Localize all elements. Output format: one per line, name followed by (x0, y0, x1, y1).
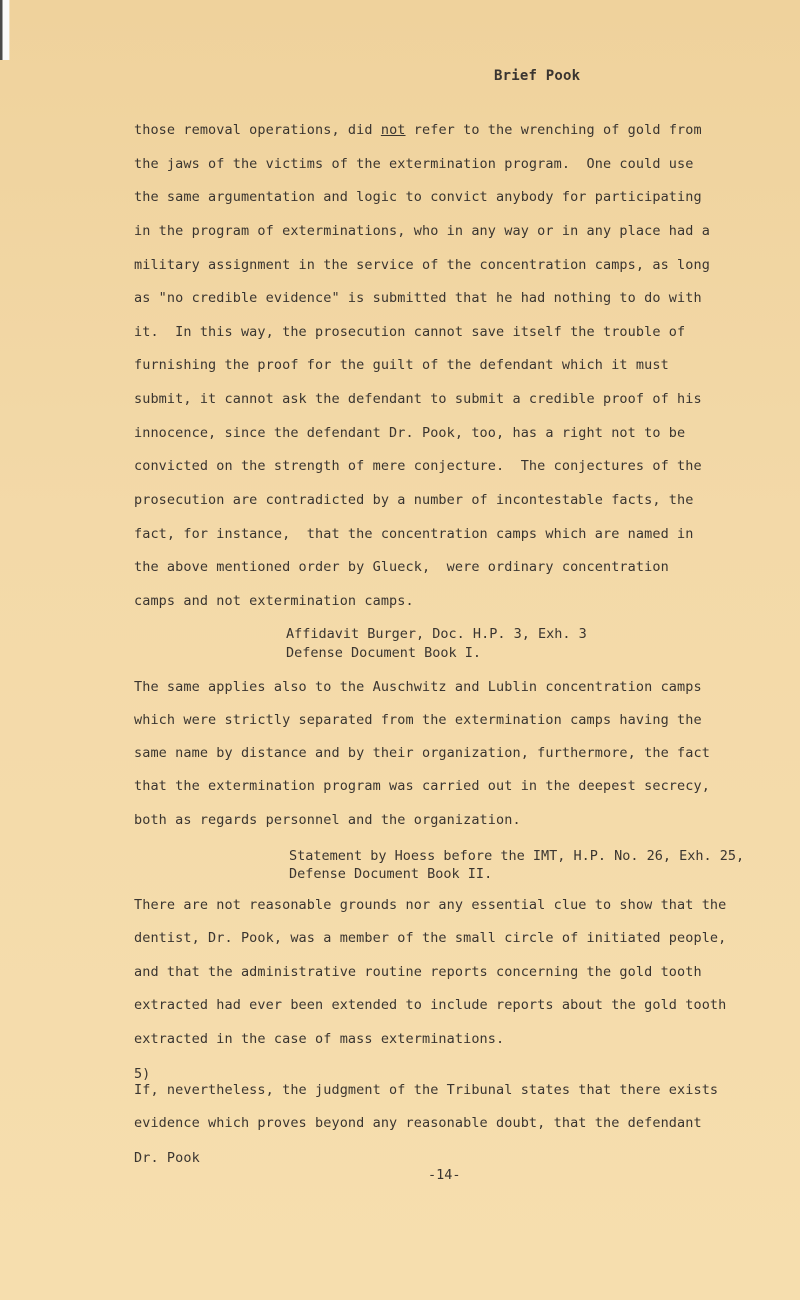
text-line: innocence, since the defendant Dr. Pook, too, has a right not to be (134, 425, 686, 441)
citation-line: Defense Document Book II. (289, 866, 493, 882)
text-line: submit, it cannot ask the defendant to submit a credible proof of his (134, 391, 702, 407)
text-line: furnishing the proof for the guilt of the defendant which it must (134, 357, 669, 373)
text-line: in the program of exterminations, who in any way or in any place had a (134, 223, 710, 239)
text-line: military assignment in the service of the concentration camps, as long (134, 257, 710, 273)
text-line: convicted on the strength of mere conjecture. The conjectures of the (134, 458, 702, 474)
text-line: The same applies also to the Auschwitz and Lublin concentration camps (134, 679, 702, 695)
text-line: extracted in the case of mass exterminations. (134, 1031, 505, 1047)
text-line: fact, for instance, that the concentration camps which are named in (134, 526, 694, 542)
text-line: camps and not extermination camps. (134, 593, 414, 609)
text-line: it. In this way, the prosecution cannot save itself the trouble of (134, 324, 686, 340)
section-number: 5) (134, 1066, 151, 1082)
text-line: If, nevertheless, the judgment of the Tribunal states that there exists (134, 1082, 719, 1098)
text-line: Dr. Pook (134, 1150, 200, 1166)
text-line: and that the administrative routine reports concerning the gold tooth (134, 964, 702, 980)
text-line: the same argumentation and logic to convict anybody for participating (134, 189, 702, 205)
text-line: as "no credible evidence" is submitted that he had nothing to do with (134, 290, 702, 306)
citation-line: Affidavit Burger, Doc. H.P. 3, Exh. 3 (286, 626, 587, 642)
text-line: There are not reasonable grounds nor any essential clue to show that the (134, 897, 727, 913)
scanner-edge (0, 0, 10, 60)
page-header: Brief Pook (494, 68, 581, 84)
citation-line: Statement by Hoess before the IMT, H.P. No. 26, Exh. 25, (289, 848, 745, 864)
text-line: the jaws of the victims of the extermination program. One could use (134, 156, 694, 172)
text-line: those removal operations, did not refer to the wrenching of gold from (134, 122, 702, 138)
citation-line: Defense Document Book I. (286, 645, 482, 661)
text-line: that the extermination program was carried out in the deepest secrecy, (134, 778, 710, 794)
text-line: the above mentioned order by Glueck, were ordinary concentration (134, 559, 669, 575)
text-line: extracted had ever been extended to include reports about the gold tooth (134, 997, 727, 1013)
text-line: same name by distance and by their organization, furthermore, the fact (134, 745, 710, 761)
text-line: prosecution are contradicted by a number of incontestable facts, the (134, 492, 694, 508)
text-line: evidence which proves beyond any reasonable doubt, that the defendant (134, 1115, 702, 1131)
underlined-word: not (380, 122, 406, 138)
text-line: dentist, Dr. Pook, was a member of the small circle of initiated people, (134, 930, 727, 946)
page-number: -14- (428, 1167, 461, 1183)
text-line: which were strictly separated from the extermination camps having the (134, 712, 702, 728)
text-line: both as regards personnel and the organization. (134, 812, 521, 828)
